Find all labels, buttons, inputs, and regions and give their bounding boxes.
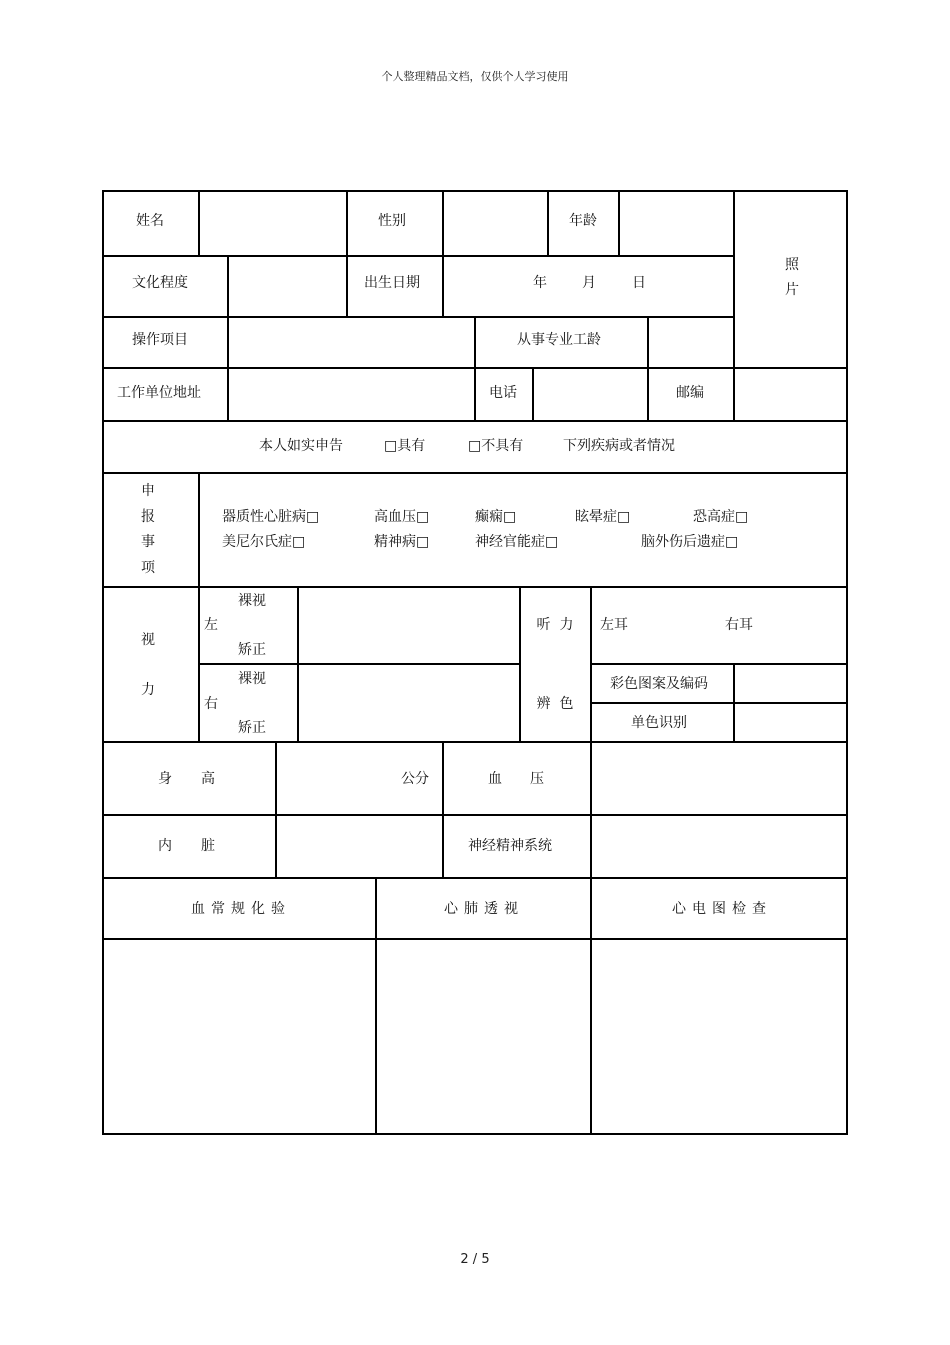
col-divider xyxy=(590,586,592,741)
mono-recognition-label: 单色识别 xyxy=(631,715,687,731)
physical-exam-form xyxy=(102,190,848,1135)
work-years-label: 从事专业工龄 xyxy=(517,332,601,348)
col-divider xyxy=(198,192,200,255)
row-divider xyxy=(104,316,734,318)
col-divider xyxy=(733,663,735,741)
height-label-2: 高 xyxy=(201,771,215,787)
col-divider xyxy=(733,192,735,420)
cm-unit-label: 公分 xyxy=(401,771,429,787)
disease-neurosis: 神经官能症□ xyxy=(475,534,559,550)
col-divider xyxy=(227,255,229,420)
disease-hypertension: 高血压□ xyxy=(374,509,430,525)
col-divider xyxy=(519,586,521,741)
color-discrimination-label: 辨 色 xyxy=(536,696,574,712)
row-divider xyxy=(590,663,846,665)
declare-label-char: 事 xyxy=(141,534,155,550)
page-number: 2 / 5 xyxy=(460,1252,490,1267)
right-eye-label: 右 xyxy=(204,696,218,712)
operation-item-label: 操作项目 xyxy=(132,332,188,348)
organs-label-2: 脏 xyxy=(201,838,215,854)
age-label: 年龄 xyxy=(569,213,597,229)
col-divider xyxy=(618,192,620,255)
col-divider xyxy=(442,741,444,877)
declaration-have: □具有 xyxy=(384,438,426,454)
col-divider xyxy=(198,472,200,741)
education-label: 文化程度 xyxy=(132,275,188,291)
row-divider xyxy=(104,814,846,816)
col-divider xyxy=(346,192,348,316)
disease-psychosis: 精神病□ xyxy=(374,534,430,550)
color-pattern-label: 彩色图案及编码 xyxy=(610,676,708,692)
col-divider xyxy=(442,192,444,316)
birth-date-label: 出生日期 xyxy=(364,275,420,291)
declare-label-char: 报 xyxy=(141,509,155,525)
ecg-label: 心电图检查 xyxy=(672,901,772,917)
bp-label-2: 压 xyxy=(530,771,544,787)
left-corrected-label: 矫正 xyxy=(238,642,266,658)
col-divider xyxy=(547,192,549,255)
declaration-suffix: 下列疾病或者情况 xyxy=(563,438,675,454)
disease-brain-injury: 脑外伤后遗症□ xyxy=(641,534,739,550)
disease-heart: 器质性心脏病□ xyxy=(222,509,320,525)
row-divider xyxy=(104,877,846,879)
declaration-not-have: □不具有 xyxy=(468,438,524,454)
right-corrected-label: 矫正 xyxy=(238,720,266,736)
col-divider xyxy=(647,316,649,420)
row-divider xyxy=(104,741,846,743)
row-divider xyxy=(104,938,846,940)
disease-meniere: 美尼尔氏症□ xyxy=(222,534,306,550)
bp-label-1: 血 xyxy=(488,771,502,787)
disease-acrophobia: 恐高症□ xyxy=(693,509,749,525)
photo-label-2: 片 xyxy=(785,282,799,298)
photo-label-1: 照 xyxy=(785,257,799,273)
left-naked-label: 裸视 xyxy=(238,593,266,609)
birth-month-label: 月 xyxy=(582,275,596,291)
row-divider xyxy=(104,586,846,588)
col-divider xyxy=(375,877,377,1133)
birth-year-label: 年 xyxy=(533,275,547,291)
postcode-label: 邮编 xyxy=(676,385,704,401)
declare-label-char: 项 xyxy=(141,560,155,576)
phone-label: 电话 xyxy=(489,385,517,401)
row-divider xyxy=(104,420,846,422)
page-header: 个人整理精品文档，仅供个人学习使用 xyxy=(381,70,569,83)
birth-day-label: 日 xyxy=(632,275,646,291)
chest-xray-label: 心肺透视 xyxy=(444,901,524,917)
name-label: 姓名 xyxy=(136,213,164,229)
height-label-1: 身 xyxy=(158,771,172,787)
disease-epilepsy: 癫痫□ xyxy=(475,509,517,525)
hearing-label: 听 力 xyxy=(536,617,574,633)
right-naked-label: 裸视 xyxy=(238,671,266,687)
declare-label-char: 申 xyxy=(141,483,155,499)
blood-test-label: 血常规化验 xyxy=(191,901,291,917)
col-divider xyxy=(275,741,277,877)
col-divider xyxy=(532,367,534,420)
col-divider xyxy=(297,586,299,741)
right-ear-label: 右耳 xyxy=(725,617,753,633)
work-address-label: 工作单位地址 xyxy=(117,385,201,401)
left-eye-label: 左 xyxy=(204,617,218,633)
declaration-prefix: 本人如实申告 xyxy=(259,438,343,454)
col-divider xyxy=(474,316,476,420)
gender-label: 性别 xyxy=(378,213,406,229)
nervous-system-label: 神经精神系统 xyxy=(468,838,552,854)
vision-label-2: 力 xyxy=(141,682,155,698)
col-divider xyxy=(590,741,592,1133)
left-ear-label: 左耳 xyxy=(600,617,628,633)
row-divider xyxy=(104,472,846,474)
row-divider xyxy=(104,255,734,257)
organs-label-1: 内 xyxy=(158,838,172,854)
disease-vertigo: 眩晕症□ xyxy=(575,509,631,525)
vision-label-1: 视 xyxy=(141,632,155,648)
row-divider xyxy=(590,702,846,704)
row-divider xyxy=(198,663,519,665)
